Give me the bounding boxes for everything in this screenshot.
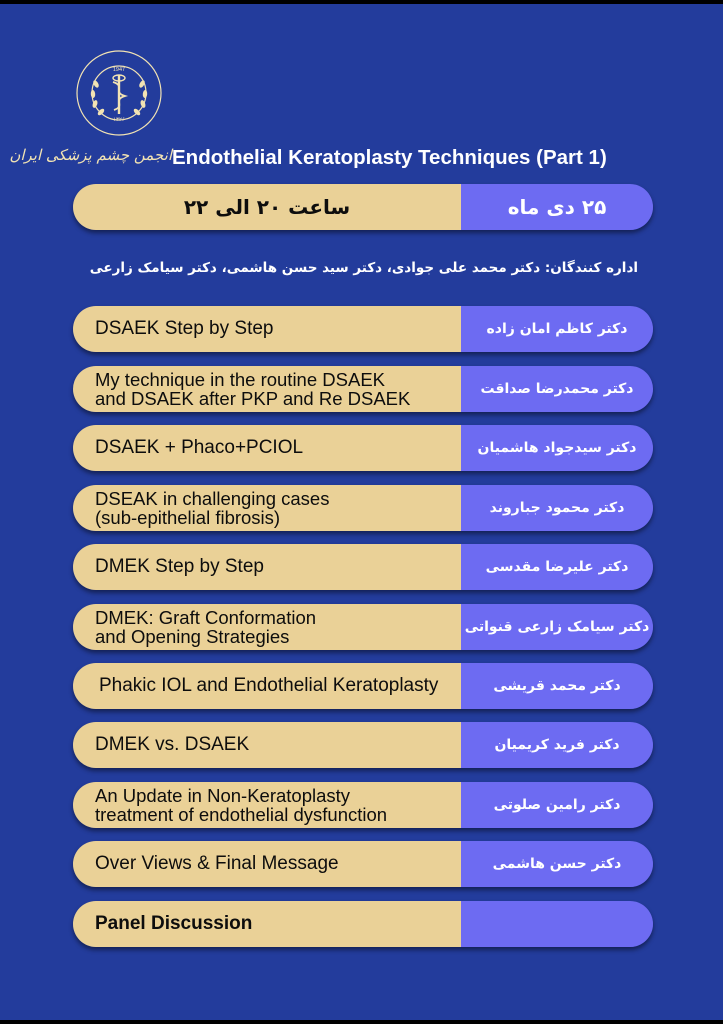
session-speaker: دکتر رامین صلوتی — [461, 782, 653, 828]
session-topic: Over Views & Final Message — [95, 853, 339, 874]
session-row — [73, 544, 653, 590]
session-topic: DSAEK + Phaco+PCIOL — [95, 437, 304, 458]
session-row — [73, 722, 653, 768]
session-speaker: دکتر سیامک زارعی قنواتی — [461, 604, 653, 650]
session-row — [73, 782, 653, 828]
panel-discussion-row — [73, 901, 653, 947]
session-speaker: دکتر محمدرضا صداقت — [461, 366, 653, 412]
session-speaker: دکتر محمود جباروند — [461, 485, 653, 531]
session-topic: My technique in the routine DSAEK and DSAEK after PKP and Re DSAEK — [95, 369, 411, 409]
moderators-line: اداره کنندگان: دکتر محمد علی جوادی، دکتر سید حسن هاشمی، دکتر سیامک زارعی — [89, 260, 638, 276]
session-topic: Phakic IOL and Endothelial Keratoplasty — [99, 675, 439, 696]
session-speaker: دکتر حسن هاشمی — [461, 841, 653, 887]
session-speaker: دکتر علیرضا مقدسی — [461, 544, 653, 590]
session-row — [73, 485, 653, 531]
session-row — [73, 306, 653, 352]
session-speaker — [461, 901, 653, 947]
session-speaker: دکتر فرید کریمیان — [461, 722, 653, 768]
svg-text:1947: 1947 — [112, 67, 126, 73]
session-speaker: دکتر کاظم امان زاده — [461, 306, 653, 352]
session-row — [73, 841, 653, 887]
session-topic: Panel Discussion — [95, 913, 253, 934]
date-label: ۲۵ دی ماه — [461, 184, 653, 230]
society-name-script: انجمن چشم پزشکی ایران — [9, 146, 172, 164]
session-row — [73, 663, 653, 709]
session-topic: DMEK: Graft Conformation and Opening Strategies — [95, 607, 317, 647]
session-topic: DSAEK Step by Step — [95, 318, 274, 339]
session-speaker: دکتر محمد قریشی — [461, 663, 653, 709]
session-topic: DMEK vs. DSAEK — [95, 734, 250, 755]
society-seal-icon — [74, 48, 164, 138]
page-title: Endothelial Keratoplasty Techniques (Part 1) — [172, 146, 607, 169]
session-topic: DSEAK in challenging cases (sub-epithelial fibrosis) — [95, 488, 330, 528]
session-row — [73, 366, 653, 412]
session-topic: DMEK Step by Step — [95, 556, 264, 577]
svg-text:۱۳۲۶: ۱۳۲۶ — [113, 117, 125, 123]
poster — [0, 4, 723, 1020]
session-row — [73, 425, 653, 471]
session-row — [73, 604, 653, 650]
session-topic: An Update in Non-Keratoplasty treatment of endothelial dysfunction — [95, 785, 388, 825]
schedule-bar — [73, 184, 653, 230]
time-label: ساعت ۲۰ الی ۲۲ — [73, 184, 461, 230]
session-speaker: دکتر سیدجواد هاشمیان — [461, 425, 653, 471]
